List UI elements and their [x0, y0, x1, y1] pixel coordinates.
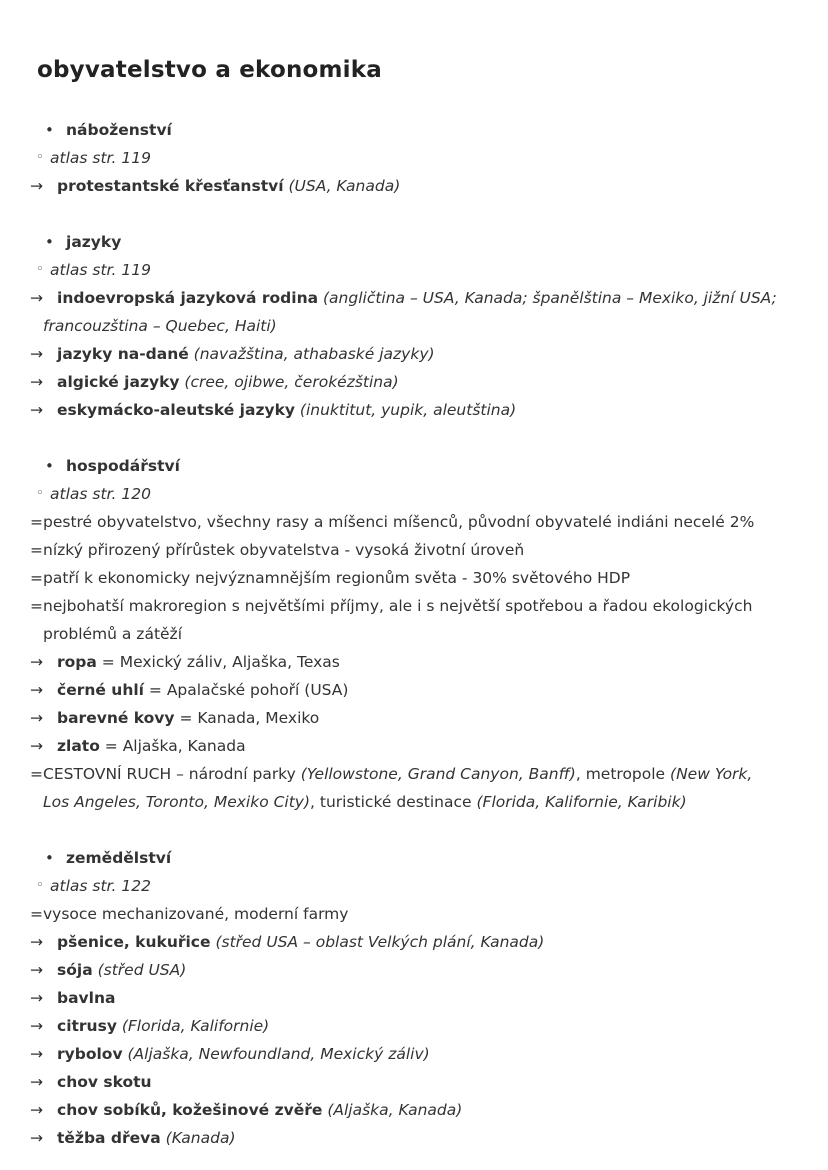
doc-line: [30, 900, 804, 928]
text-segment: (inuktitut, yupik, aleutština): [295, 401, 517, 419]
text-segment: bavlna: [57, 989, 116, 1007]
doc-line: [30, 368, 804, 396]
text-segment: pestré obyvatelstvo, všechny rasy a míšenci míšenců, původní obyvatelé indiáni necelé 2%: [43, 513, 755, 531]
text-segment: CESTOVNÍ RUCH – národní parky: [43, 765, 301, 783]
text-segment: atlas str. 119: [50, 261, 151, 279]
text-segment: atlas str. 120: [50, 485, 151, 503]
text-segment: = Kanada, Mexiko: [174, 709, 320, 727]
line-text: [66, 844, 804, 872]
text-segment: vysoce mechanizované, moderní farmy: [43, 905, 349, 923]
arrow-marker-icon: →: [30, 289, 43, 307]
doc-line: [30, 788, 804, 816]
line-text: [57, 984, 804, 1012]
equals-marker-icon: =: [30, 905, 43, 923]
bullet-marker-icon: •: [45, 121, 54, 139]
text-segment: (Florida, Kalifornie): [116, 1017, 270, 1035]
line-text: [57, 368, 804, 396]
text-segment: problémů a zátěží: [43, 625, 183, 643]
text-segment: atlas str. 122: [50, 877, 151, 895]
text-segment: protestantské křesťanství: [57, 177, 284, 195]
line-text: [43, 620, 804, 648]
doc-line: [30, 928, 804, 956]
circle-marker-icon: ◦: [36, 878, 44, 893]
doc-line: [30, 676, 804, 704]
text-segment: (Yellowstone, Grand Canyon, Banff): [300, 765, 576, 783]
doc-line: [30, 1068, 804, 1096]
doc-line: [30, 480, 804, 508]
text-segment: jazyky: [66, 233, 122, 251]
line-text: [57, 1068, 804, 1096]
text-segment: eskymácko-aleutské jazyky: [57, 401, 295, 419]
line-text: [57, 396, 804, 424]
line-text: [66, 228, 804, 256]
doc-line: [30, 228, 804, 256]
text-segment: = Apalačské pohoří (USA): [143, 681, 349, 699]
doc-line: [30, 508, 804, 536]
line-text: [66, 452, 804, 480]
text-segment: (Kanada): [160, 1129, 236, 1147]
text-segment: pšenice, kukuřice: [57, 933, 211, 951]
text-segment: těžba dřeva: [57, 1129, 161, 1147]
line-text: [43, 760, 804, 788]
text-segment: (střed USA – oblast Velkých plání, Kanada): [210, 933, 545, 951]
doc-line: [30, 872, 804, 900]
line-text: [57, 340, 804, 368]
text-segment: (Aljaška, Kanada): [322, 1101, 463, 1119]
text-segment: (USA, Kanada): [283, 177, 401, 195]
circle-marker-icon: ◦: [36, 486, 44, 501]
line-text: [57, 1096, 804, 1124]
text-segment: (angličtina – USA, Kanada; španělština – Mexiko, jižní USA;: [318, 289, 777, 307]
line-text: [57, 648, 804, 676]
line-text: [57, 172, 804, 200]
text-segment: hospodářství: [66, 457, 180, 475]
equals-marker-icon: =: [30, 765, 43, 783]
arrow-marker-icon: →: [30, 709, 43, 727]
doc-line: [30, 1012, 804, 1040]
line-text: [50, 144, 804, 172]
text-segment: (Aljaška, Newfoundland, Mexický záliv): [122, 1045, 430, 1063]
arrow-marker-icon: →: [30, 1045, 43, 1063]
line-text: [43, 312, 804, 340]
doc-line: [30, 760, 804, 788]
text-segment: chov sobíků, kožešinové zvěře: [57, 1101, 323, 1119]
section-hospodarstvi: [30, 452, 804, 816]
circle-marker-icon: ◦: [36, 150, 44, 165]
doc-line: [30, 340, 804, 368]
line-text: [57, 284, 804, 312]
arrow-marker-icon: →: [30, 961, 43, 979]
arrow-marker-icon: →: [30, 1129, 43, 1147]
text-segment: citrusy: [57, 1017, 117, 1035]
line-text: [43, 508, 804, 536]
line-text: [57, 1040, 804, 1068]
text-segment: (Florida, Kalifornie, Karibik): [476, 793, 687, 811]
line-text: [57, 1012, 804, 1040]
doc-line: [30, 704, 804, 732]
line-text: [57, 956, 804, 984]
bullet-marker-icon: •: [45, 849, 54, 867]
circle-marker-icon: ◦: [36, 262, 44, 277]
doc-line: [30, 144, 804, 172]
text-segment: nízký přirozený přírůstek obyvatelstva - vysoká životní úroveň: [43, 541, 525, 559]
text-segment: , metropole: [575, 765, 671, 783]
text-segment: zemědělství: [66, 849, 172, 867]
text-segment: algické jazyky: [57, 373, 180, 391]
text-segment: chov skotu: [57, 1073, 152, 1091]
doc-line: [30, 648, 804, 676]
line-text: [57, 704, 804, 732]
bullet-marker-icon: •: [45, 457, 54, 475]
text-segment: náboženství: [66, 121, 172, 139]
line-text: [66, 116, 804, 144]
equals-marker-icon: =: [30, 513, 43, 531]
doc-line: [30, 1124, 804, 1152]
doc-line: [30, 984, 804, 1012]
text-segment: rybolov: [57, 1045, 123, 1063]
doc-line: [30, 620, 804, 648]
text-segment: (střed USA): [92, 961, 187, 979]
arrow-marker-icon: →: [30, 1073, 43, 1091]
arrow-marker-icon: →: [30, 989, 43, 1007]
page-title: obyvatelstvo a ekonomika: [37, 57, 382, 83]
text-segment: (New York,: [670, 765, 753, 783]
arrow-marker-icon: →: [30, 681, 43, 699]
doc-line: [30, 312, 804, 340]
text-segment: , turistické destinace: [310, 793, 477, 811]
text-segment: indoevropská jazyková rodina: [57, 289, 319, 307]
text-segment: (navažština, athabaské jazyky): [188, 345, 435, 363]
arrow-marker-icon: →: [30, 933, 43, 951]
text-segment: ropa: [57, 653, 97, 671]
text-segment: barevné kovy: [57, 709, 175, 727]
arrow-marker-icon: →: [30, 1101, 43, 1119]
arrow-marker-icon: →: [30, 401, 43, 419]
line-text: [50, 480, 804, 508]
doc-line: [30, 564, 804, 592]
doc-line: [30, 116, 804, 144]
section-zemedelstvi: [30, 844, 804, 1152]
text-segment: zlato: [57, 737, 100, 755]
line-text: [50, 872, 804, 900]
equals-marker-icon: =: [30, 541, 43, 559]
doc-line: [30, 452, 804, 480]
line-text: [57, 928, 804, 956]
text-segment: černé uhlí: [57, 681, 144, 699]
doc-line: [30, 844, 804, 872]
text-segment: jazyky na-dané: [57, 345, 189, 363]
arrow-marker-icon: →: [30, 653, 43, 671]
doc-line: [30, 172, 804, 200]
text-segment: francouzština – Quebec, Haiti): [43, 317, 277, 335]
text-segment: patří k ekonomicky nejvýznamnějším regionům světa - 30% světového HDP: [43, 569, 631, 587]
line-text: [43, 788, 804, 816]
text-segment: sója: [57, 961, 93, 979]
arrow-marker-icon: →: [30, 737, 43, 755]
line-text: [43, 900, 804, 928]
document-body: [30, 116, 804, 1152]
section-jazyky: [30, 228, 804, 424]
text-segment: (cree, ojibwe, čerokézština): [179, 373, 399, 391]
line-text: [43, 564, 804, 592]
doc-line: [30, 1096, 804, 1124]
line-text: [57, 676, 804, 704]
doc-line: [30, 256, 804, 284]
line-text: [43, 592, 804, 620]
line-text: [57, 732, 804, 760]
line-text: [43, 536, 804, 564]
line-text: [50, 256, 804, 284]
equals-marker-icon: =: [30, 569, 43, 587]
text-segment: atlas str. 119: [50, 149, 151, 167]
arrow-marker-icon: →: [30, 1017, 43, 1035]
doc-line: [30, 396, 804, 424]
line-text: [57, 1124, 804, 1152]
doc-line: [30, 284, 804, 312]
doc-line: [30, 536, 804, 564]
arrow-marker-icon: →: [30, 177, 43, 195]
doc-line: [30, 592, 804, 620]
doc-line: [30, 1040, 804, 1068]
arrow-marker-icon: →: [30, 345, 43, 363]
text-segment: = Aljaška, Kanada: [99, 737, 246, 755]
text-segment: = Mexický záliv, Aljaška, Texas: [96, 653, 340, 671]
text-segment: nejbohatší makroregion s největšími příjmy, ale i s největší spotřebou a řadou ekologických: [43, 597, 753, 615]
doc-line: [30, 732, 804, 760]
arrow-marker-icon: →: [30, 373, 43, 391]
equals-marker-icon: =: [30, 597, 43, 615]
bullet-marker-icon: •: [45, 233, 54, 251]
section-nabozenstvi: [30, 116, 804, 200]
text-segment: Los Angeles, Toronto, Mexiko City): [43, 793, 311, 811]
doc-line: [30, 956, 804, 984]
